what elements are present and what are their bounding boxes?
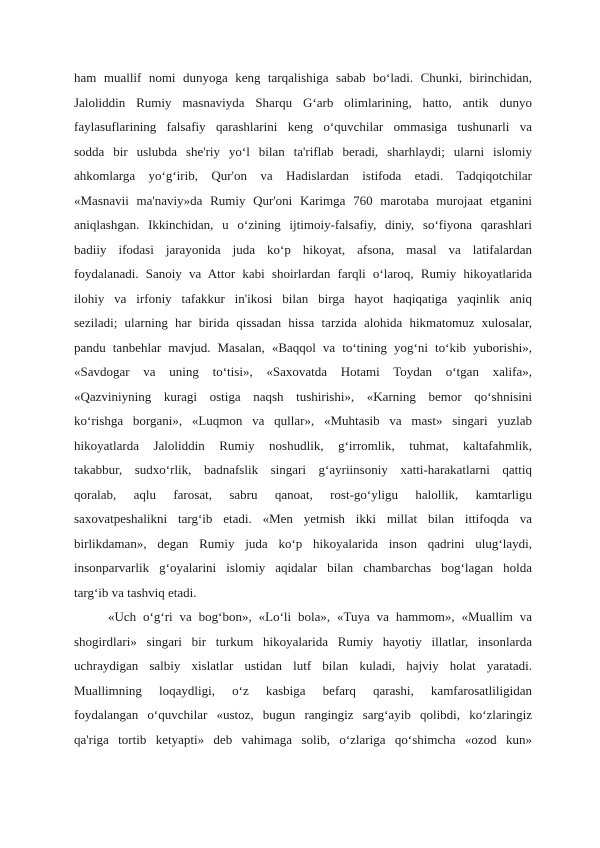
text-line: «Uch o‘g‘ri va bog‘bon», «Lo‘li bola», «Tuya va hammom», «Muallim va: [108, 609, 532, 624]
text-line: ahkomlarga yo‘g‘irib, Qur'on va Hadislardan istifoda etadi. Tadqiqotchilar: [74, 168, 532, 183]
text-line: sodda bir uslubda she'riy yo‘l bilan ta'riflab beradi, sharhlaydi; ularni islomiy: [74, 143, 532, 159]
text-line: takabbur, sudxo‘rlik, badnafslik singari g‘ayriinsoniy xatti-harakatlarni qattiq: [74, 462, 532, 477]
text-line: «Qazviniyning kuragi ostiga naqsh tushirishi», «Karning bemor qo‘shnisini: [74, 388, 532, 404]
text-line: foydalangan o‘quvchilar «ustoz, bugun rangingiz sarg‘ayib qolibdi, ko‘zlaringiz: [74, 707, 532, 722]
text-line: qoralab, aqlu farosat, sabru qanoat, rost-go‘yligu halollik, kamtarligu: [74, 486, 532, 502]
text-line: hikoyatlarda Jaloliddin Rumiy noshudlik, g‘irromlik, tuhmat, kaltafahmlik,: [74, 437, 532, 453]
text-line: aniqlashgan. Ikkinchidan, u o‘zining ijtimoiy-falsafiy, diniy, so‘fiyona qarashlari: [74, 217, 532, 232]
text-line: «Savdogar va uning to‘tisi», «Saxovatda Hotami Toydan o‘tgan xalifa»,: [74, 364, 532, 379]
text-line: «Masnavii ma'naviy»da Rumiy Qur'oni Karimga 760 marotaba murojaat etganini: [74, 192, 532, 208]
text-line: uchraydigan salbiy xislatlar ustidan lutf bilan kuladi, hajviy holat yaratadi.: [74, 658, 532, 673]
text-line: qa'riga tortib ketyapti» deb vahimaga solib, o‘zlariga qo‘shimcha «ozod kun»: [74, 731, 532, 747]
text-line: foydalanadi. Sanoiy va Attor kabi shoirlardan farqli o‘laroq, Rumiy hikoyatlarida: [74, 266, 532, 281]
text-line: ham muallif nomi dunyoga keng tarqalishiga sabab bo‘ladi. Chunki, birinchidan,: [74, 70, 532, 85]
text-line: seziladi; ularning har birida qissadan hissa tarzida alohida hikmatomuz xulosalar,: [74, 315, 532, 330]
text-line: Jaloliddin Rumiy masnaviyda Sharqu G‘arb olimlarining, hatto, antik dunyo: [74, 94, 532, 110]
text-line: faylasuflarining falsafiy qarashlarini keng o‘quvchilar ommasiga tushunarli va: [74, 119, 532, 134]
text-line: badiiy ifodasi jarayonida juda ko‘p hikoyat, afsona, masal va latifalardan: [74, 241, 532, 257]
body-text: [74, 66, 532, 752]
text-line: birlikdaman», degan Rumiy juda ko‘p hikoyalarida inson qadrini ulug‘laydi,: [74, 535, 532, 551]
text-line: Muallimning loqaydligi, o‘z kasbiga befarq qarashi, kamfarosatliligidan: [74, 682, 532, 698]
paragraph-1: [74, 66, 532, 605]
text-line: ilohiy va irfoniy tafakkur in'ikosi bilan birga hayot haqiqatiga yaqinlik aniq: [74, 290, 532, 306]
text-line: pandu tanbehlar mavjud. Masalan, «Baqqol va to‘tining yog‘ni to‘kib yuborishi»,: [74, 339, 532, 355]
text-line: targ‘ib va tashviq etadi.: [74, 584, 197, 600]
paragraph-2: [74, 605, 532, 752]
text-line: shogirdlari» singari bir turkum hikoyalarida Rumiy hayotiy illatlar, insonlarda: [74, 633, 532, 649]
text-line: ko‘rishga borgani», «Luqmon va qullar», «Muhtasib va mast» singari yuzlab: [74, 413, 532, 428]
text-line: insonparvarlik g‘oyalarini islomiy aqidalar bilan chambarchas bog‘lagan holda: [74, 560, 532, 575]
text-line: saxovatpeshalikni targ‘ib etadi. «Men yetmish ikki millat bilan ittifoqda va: [74, 511, 532, 526]
